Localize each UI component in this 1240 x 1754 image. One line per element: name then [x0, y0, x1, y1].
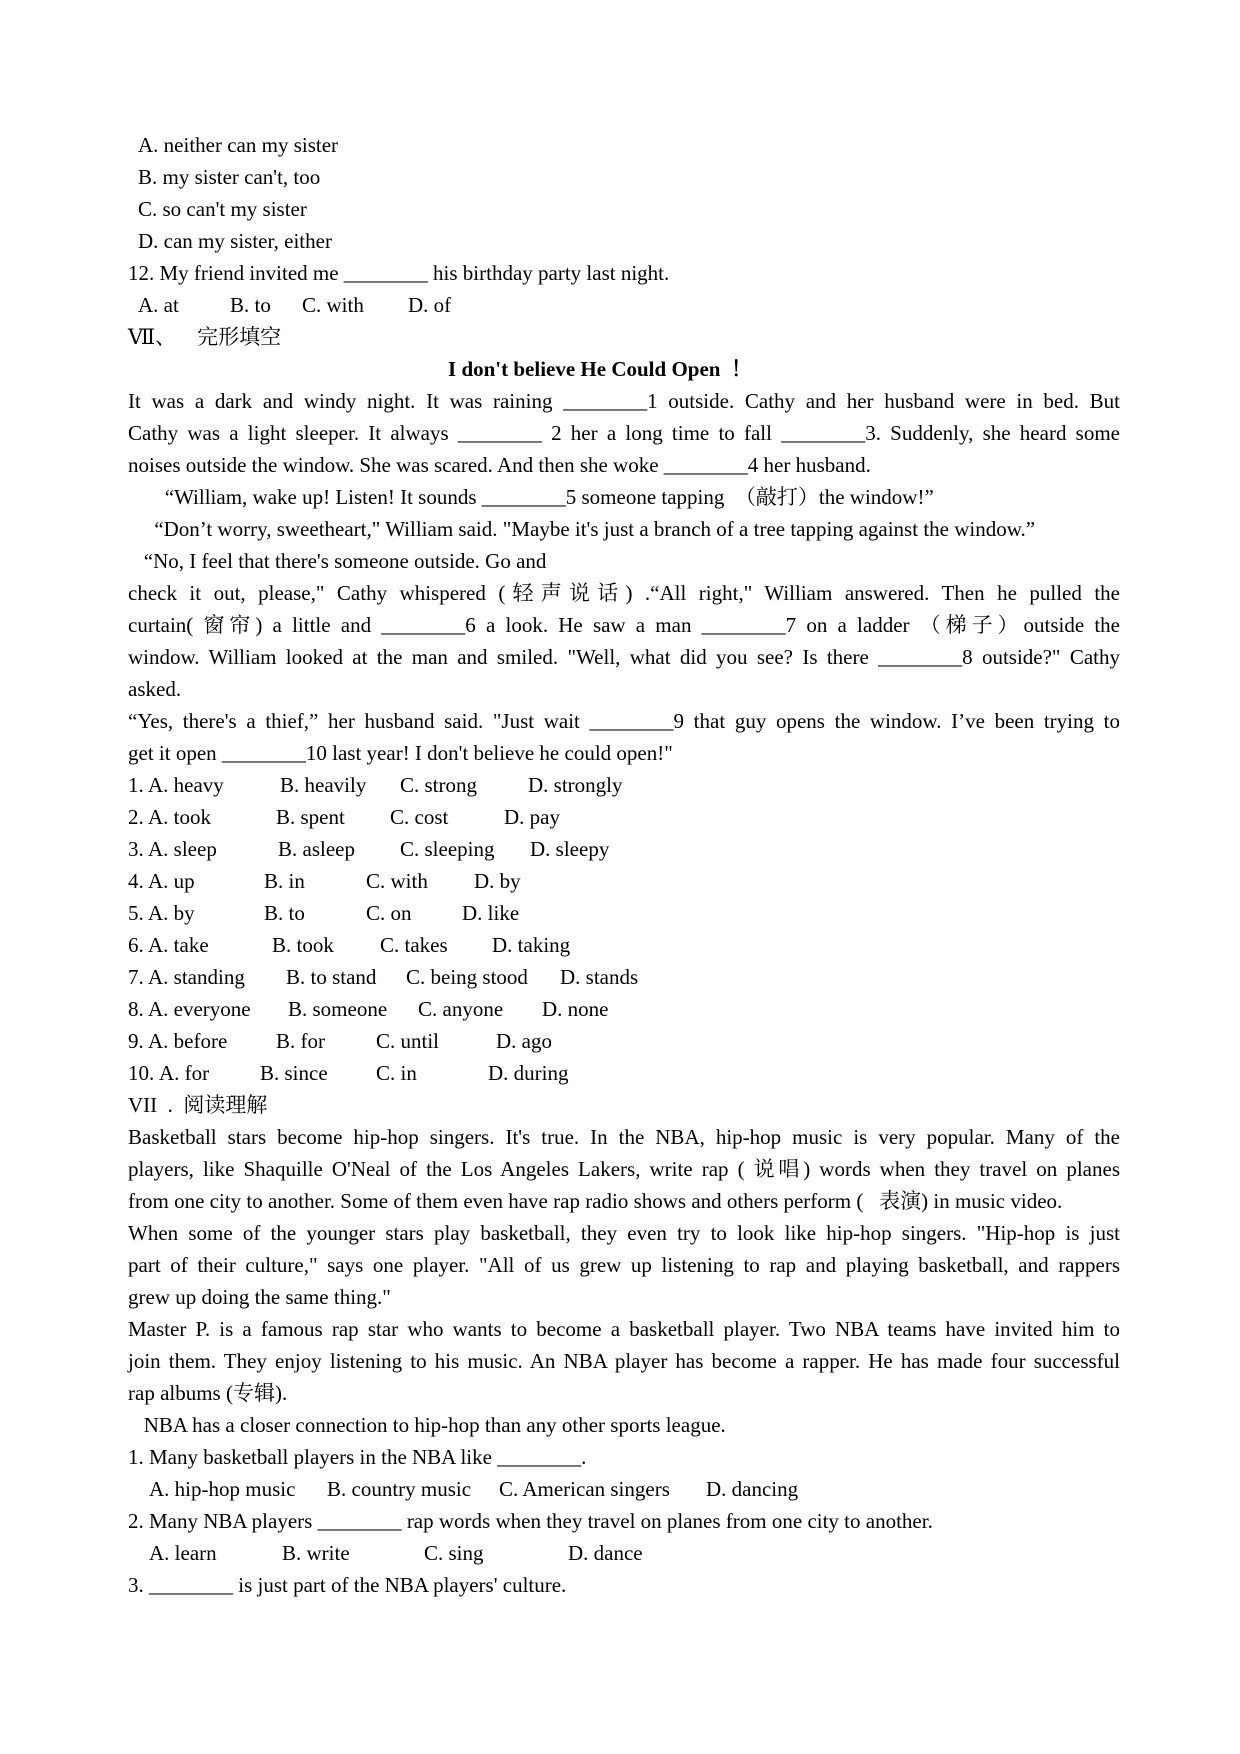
- section-label-cloze: Ⅶ、 完形填空: [128, 325, 282, 349]
- cloze-question-3: [128, 833, 1120, 865]
- question-12-stem: 12. My friend invited me ________ his birthday party last night.: [128, 261, 670, 285]
- option-text: A. neither can my sister: [138, 133, 339, 157]
- option-a: A. took: [148, 805, 211, 829]
- question-number: 5.: [128, 901, 144, 925]
- option-b: B. heavily: [280, 773, 367, 797]
- option-b: B. spent: [276, 805, 345, 829]
- option-c: C. with: [366, 869, 428, 893]
- option-b: B. to stand: [286, 965, 377, 989]
- cloze-question-1: [128, 769, 1120, 801]
- option-c: C. sing: [424, 1541, 484, 1565]
- option-d: D. ago: [496, 1029, 552, 1053]
- cloze-line-12: get it open ________10 last year! I don't believe he could open!": [128, 741, 673, 765]
- option-b: B. write: [282, 1541, 350, 1565]
- option-a: A. before: [148, 1029, 228, 1053]
- option-c: C. on: [366, 901, 412, 925]
- cloze-line-7: check it out, please," Cathy whispered (轻声说话) .“All right," William answered. Then he pulled the: [128, 581, 1120, 605]
- question-12-options: [128, 289, 1120, 321]
- cloze-question-7: [128, 961, 1120, 993]
- prev-option-b: [128, 161, 1120, 193]
- cloze-line-5: “Don’t worry, sweetheart," William said. "Maybe it's just a branch of a tree tapping against the window.”: [128, 517, 1036, 541]
- option-c: C. until: [376, 1029, 440, 1053]
- option-d: D. none: [542, 997, 609, 1021]
- reading-line-8: join them. They enjoy listening to his music. An NBA player has become a rapper. He has made four successful: [128, 1349, 1120, 1373]
- cloze-question-9: [128, 1025, 1120, 1057]
- question-number: 6.: [128, 933, 144, 957]
- option-b: B. country music: [327, 1477, 472, 1501]
- option-b: B. to: [264, 901, 305, 925]
- option-c: C. cost: [390, 805, 449, 829]
- option-a: A. learn: [149, 1541, 217, 1565]
- reading-question-2-stem: 2. Many NBA players ________ rap words when they travel on planes from one city to another.: [128, 1509, 933, 1533]
- cloze-title: I don't believe He Could Open ！: [448, 357, 752, 381]
- option-a: A. take: [148, 933, 209, 957]
- cloze-line-9: window. William looked at the man and smiled. "Well, what did you see? Is there ________8 outside?" Cathy: [128, 645, 1120, 669]
- cloze-line-1: It was a dark and windy night. It was raining ________1 outside. Cathy and her husband were in bed. But: [128, 389, 1120, 413]
- option-a: A. everyone: [148, 997, 251, 1021]
- cloze-question-5: [128, 897, 1120, 929]
- option-d: D. pay: [504, 805, 560, 829]
- reading-question-2-options: [128, 1537, 1120, 1569]
- cloze-question-4: [128, 865, 1120, 897]
- reading-question-3-stem: 3. ________ is just part of the NBA players' culture.: [128, 1573, 567, 1597]
- question-number: 7.: [128, 965, 144, 989]
- option-b: B. for: [276, 1029, 325, 1053]
- option-c: C. being stood: [406, 965, 528, 989]
- option-text: D. can my sister, either: [138, 229, 332, 253]
- reading-line-9: rap albums (专辑).: [128, 1381, 288, 1405]
- reading-question-1-stem: 1. Many basketball players in the NBA like ________.: [128, 1445, 587, 1469]
- cloze-question-2: [128, 801, 1120, 833]
- cloze-line-11: “Yes, there's a thief,” her husband said. "Just wait ________9 that guy opens the window. I’ve been trying to: [128, 709, 1120, 733]
- option-a: A. for: [159, 1061, 210, 1085]
- question-number: 9.: [128, 1029, 144, 1053]
- option-d: D. like: [462, 901, 520, 925]
- option-a: A. at: [138, 293, 179, 317]
- option-b: B. to: [230, 293, 271, 317]
- prev-option-a: [128, 129, 1120, 161]
- reading-line-6: grew up doing the same thing.": [128, 1285, 391, 1309]
- reading-line-5: part of their culture," says one player. "All of us grew up listening to rap and playing basketball, and rappers: [128, 1253, 1120, 1277]
- cloze-line-8: curtain( 窗帘) a little and ________6 a look. He saw a man ________7 on a ladder （梯子）outside the: [128, 613, 1120, 637]
- option-a: A. standing: [148, 965, 245, 989]
- option-a: A. up: [148, 869, 195, 893]
- question-number: 8.: [128, 997, 144, 1021]
- option-c: C. with: [302, 293, 364, 317]
- option-d: D. dancing: [706, 1477, 799, 1501]
- cloze-line-4: “William, wake up! Listen! It sounds ________5 someone tapping （敲打）the window!”: [128, 485, 934, 509]
- option-text: C. so can't my sister: [138, 197, 307, 221]
- option-c: C. anyone: [418, 997, 504, 1021]
- reading-line-2: players, like Shaquille O'Neal of the Los Angeles Lakers, write rap ( 说唱) words when they travel on planes: [128, 1157, 1120, 1181]
- option-b: B. in: [264, 869, 305, 893]
- question-number: 1.: [128, 773, 144, 797]
- option-text: B. my sister can't, too: [138, 165, 321, 189]
- option-d: D. dance: [568, 1541, 643, 1565]
- cloze-question-10: [128, 1057, 1120, 1089]
- option-d: D. stands: [560, 965, 639, 989]
- option-d: D. strongly: [528, 773, 623, 797]
- option-c: C. sleeping: [400, 837, 495, 861]
- option-c: C. American singers: [499, 1477, 670, 1501]
- option-a: A. by: [148, 901, 195, 925]
- cloze-question-8: [128, 993, 1120, 1025]
- cloze-line-10: asked.: [128, 677, 182, 701]
- cloze-line-2: Cathy was a light sleeper. It always ________ 2 her a long time to fall ________3. Suddenly, she heard some: [128, 421, 1120, 445]
- prev-option-c: [128, 193, 1120, 225]
- cloze-line-6: “No, I feel that there's someone outside. Go and: [128, 549, 547, 573]
- section-label-reading: VII . 阅读理解: [128, 1093, 268, 1117]
- option-a: A. heavy: [148, 773, 224, 797]
- option-b: B. asleep: [278, 837, 355, 861]
- option-d: D. by: [474, 869, 521, 893]
- option-a: A. sleep: [148, 837, 217, 861]
- question-number: 2.: [128, 805, 144, 829]
- reading-line-4: When some of the younger stars play basketball, they even try to look like hip-hop singers. "Hip-hop is just: [128, 1221, 1120, 1245]
- prev-option-d: [128, 225, 1120, 257]
- option-d: D. of: [408, 293, 452, 317]
- option-d: D. taking: [492, 933, 571, 957]
- option-c: C. strong: [400, 773, 478, 797]
- option-b: B. took: [272, 933, 334, 957]
- question-number: 3.: [128, 837, 144, 861]
- reading-line-1: Basketball stars become hip-hop singers. It's true. In the NBA, hip-hop music is very popular. Many of the: [128, 1125, 1120, 1149]
- option-b: B. someone: [288, 997, 388, 1021]
- reading-line-10: NBA has a closer connection to hip-hop than any other sports league.: [128, 1413, 726, 1437]
- question-number: 10.: [128, 1061, 155, 1085]
- option-a: A. hip-hop music: [149, 1477, 296, 1501]
- cloze-line-3: noises outside the window. She was scared. And then she woke ________4 her husband.: [128, 453, 871, 477]
- option-d: D. sleepy: [530, 837, 610, 861]
- option-c: C. takes: [380, 933, 448, 957]
- option-d: D. during: [488, 1061, 569, 1085]
- reading-line-3: from one city to another. Some of them even have rap radio shows and others perform ( 表演) in music video.: [128, 1189, 1063, 1213]
- reading-line-7: Master P. is a famous rap star who wants to become a basketball player. Two NBA teams have invited him to: [128, 1317, 1120, 1341]
- cloze-question-6: [128, 929, 1120, 961]
- option-b: B. since: [260, 1061, 328, 1085]
- option-c: C. in: [376, 1061, 417, 1085]
- question-number: 4.: [128, 869, 144, 893]
- reading-question-1-options: [128, 1473, 1120, 1505]
